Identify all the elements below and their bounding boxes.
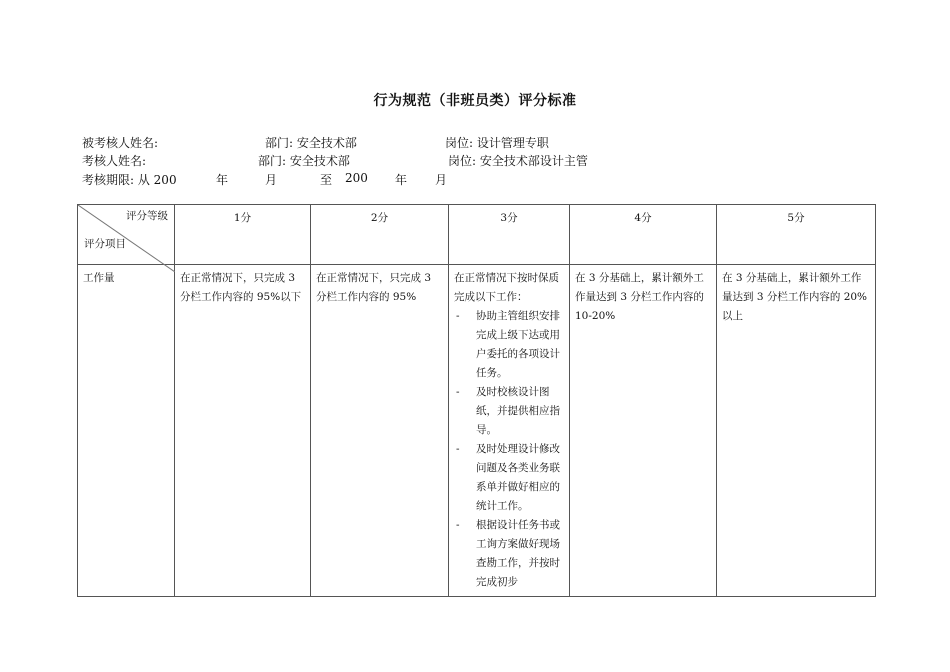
corner-header-cell xyxy=(78,205,175,265)
grade-header-4: 4分 xyxy=(570,205,717,265)
period-prefix: 考核期限: 从 200 xyxy=(82,173,177,187)
examiner-department: 部门: 安全技术部 xyxy=(258,154,350,168)
grade-3-intro: 在正常情况下按时保质完成以下工作： xyxy=(454,272,559,303)
dash-bullet: - xyxy=(456,443,460,455)
dash-bullet: - xyxy=(456,519,460,531)
grade-3-task-list xyxy=(454,307,564,592)
examiner-info-line xyxy=(82,152,882,170)
period-line xyxy=(82,171,882,189)
task-item: - 及时校核设计图纸，并提供相应指导。 xyxy=(454,383,564,440)
period-year-number-2: 200 xyxy=(345,171,368,185)
examinee-info-line xyxy=(82,134,882,152)
examiner-post: 岗位: 安全技术部设计主管 xyxy=(448,154,588,168)
grade-header-5: 5分 xyxy=(717,205,876,265)
grade-5-criteria: 在 3 分基础上，累计额外工作量达到 3 分栏工作内容的 20%以上 xyxy=(717,265,876,597)
page-title: 行为规范（非班员类）评分标准 xyxy=(373,93,577,109)
grade-4-criteria: 在 3 分基础上，累计额外工作量达到 3 分栏工作内容的 10-20% xyxy=(570,265,717,597)
header-row xyxy=(78,205,876,265)
task-item: - 根据设计任务书或工询方案做好现场查勘工作，并按时完成初步 xyxy=(454,516,564,592)
examinee-name-label: 被考核人姓名: xyxy=(82,136,159,150)
task-item: - 及时处理设计修改问题及各类业务联系单并做好相应的统计工作。 xyxy=(454,440,564,516)
grade-axis-label: 评分等级 xyxy=(126,210,168,222)
grade-header-3: 3分 xyxy=(449,205,570,265)
task-item: - 协助主管组织安排完成上级下达或用户委托的各项设计任务。 xyxy=(454,307,564,383)
examinee-post: 岗位: 设计管理专职 xyxy=(445,136,549,150)
examinee-department: 部门: 安全技术部 xyxy=(265,136,357,150)
period-year-1: 年 xyxy=(216,173,229,187)
period-year-2: 年 xyxy=(395,173,408,187)
period-month-1: 月 xyxy=(265,173,278,187)
grade-header-2: 2分 xyxy=(311,205,449,265)
examiner-name-label: 考核人姓名: xyxy=(82,154,147,168)
grade-3-criteria xyxy=(449,265,570,597)
grade-header-1: 1分 xyxy=(175,205,311,265)
dash-bullet: - xyxy=(456,310,460,322)
grade-1-criteria: 在正常情况下，只完成 3 分栏工作内容的 95%以下 xyxy=(175,265,311,597)
workload-row xyxy=(78,265,876,597)
item-name-cell: 工作量 xyxy=(78,265,175,597)
period-to: 至 xyxy=(320,173,333,187)
scoring-table xyxy=(77,204,876,597)
dash-bullet: - xyxy=(456,386,460,398)
item-axis-label: 评分项目 xyxy=(84,238,126,250)
period-month-2: 月 xyxy=(435,173,448,187)
grade-2-criteria: 在正常情况下，只完成 3 分栏工作内容的 95% xyxy=(311,265,449,597)
